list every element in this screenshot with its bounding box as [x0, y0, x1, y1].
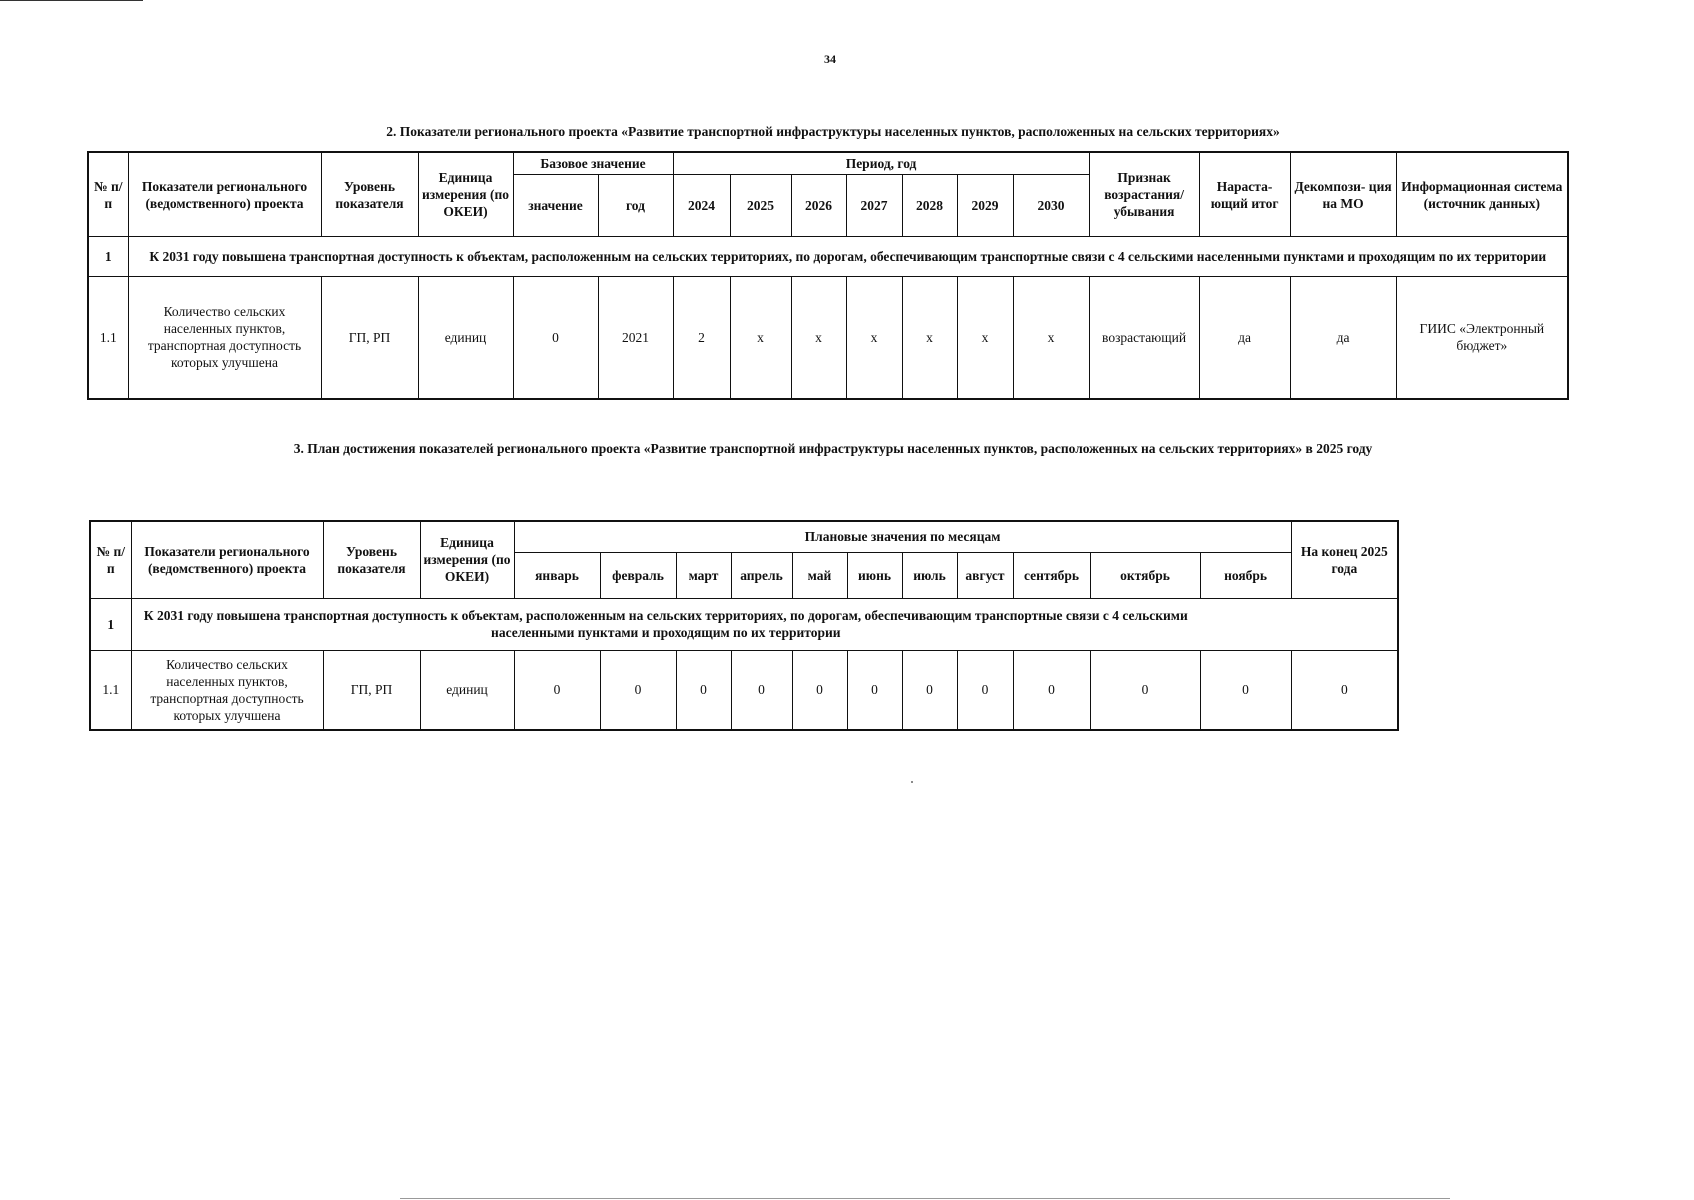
row-decomposition: да	[1290, 277, 1396, 399]
header-month: январь	[514, 552, 600, 598]
row-month-value: 0	[731, 650, 792, 730]
header-year: 2030	[1013, 175, 1089, 237]
row-unit: единиц	[420, 650, 514, 730]
header-year: 2029	[957, 175, 1013, 237]
row-year-value: х	[1013, 277, 1089, 399]
monthly-plan-table	[89, 520, 1399, 731]
page-number: 34	[824, 52, 836, 66]
goal-text: К 2031 году повышена транспортная доступность к объектам, расположенным на сельских территориях, по дорогам, обеспечивающим транспортные связи с 4 сельскими населенными пунктами и проходящим по их территории	[131, 598, 1398, 650]
header-year: 2025	[730, 175, 791, 237]
header-base-value: значение	[513, 175, 598, 237]
row-info-system: ГИИС «Электронный бюджет»	[1396, 277, 1568, 399]
row-base-value: 0	[513, 277, 598, 399]
row-year-value: 2	[673, 277, 730, 399]
header-month: июнь	[847, 552, 902, 598]
row-month-value: 0	[957, 650, 1013, 730]
header-month: июль	[902, 552, 957, 598]
header-month: апрель	[731, 552, 792, 598]
row-month-value: 0	[676, 650, 731, 730]
row-year-end: 0	[1291, 650, 1398, 730]
row-level: ГП, РП	[321, 277, 418, 399]
header-level: Уровень показателя	[323, 521, 420, 598]
row-year-value: х	[957, 277, 1013, 399]
header-indicator: Показатели регионального (ведомственного) проекта	[128, 152, 321, 237]
row-base-year: 2021	[598, 277, 673, 399]
indicators-table	[87, 151, 1569, 400]
header-year: 2027	[846, 175, 902, 237]
section-2-title: 2. Показатели регионального проекта «Развитие транспортной инфраструктуры населенных пунктов, расположенных на сельских территориях»	[386, 124, 1280, 139]
header-unit: Единица измерения (по ОКЕИ)	[418, 152, 513, 237]
header-indicator: Показатели регионального (ведомственного) проекта	[131, 521, 323, 598]
scan-edge-top	[0, 0, 143, 1]
header-cumulative: Нараста- ющий итог	[1199, 152, 1290, 237]
header-num: № п/п	[90, 521, 131, 598]
header-level: Уровень показателя	[321, 152, 418, 237]
row-month-value: 0	[1013, 650, 1090, 730]
header-month: август	[957, 552, 1013, 598]
header-decomposition: Декомпози- ция на МО	[1290, 152, 1396, 237]
header-base: Базовое значение	[513, 152, 673, 175]
row-trend: возрастающий	[1089, 277, 1199, 399]
row-year-value: х	[902, 277, 957, 399]
scan-edge-bottom	[400, 1198, 1450, 1199]
header-month: сентябрь	[1013, 552, 1090, 598]
header-year-end: На конец 2025 года	[1291, 521, 1398, 598]
row-num: 1.1	[90, 650, 131, 730]
row-year-value: х	[730, 277, 791, 399]
row-level: ГП, РП	[323, 650, 420, 730]
row-num: 1.1	[88, 277, 128, 399]
header-month: февраль	[600, 552, 676, 598]
row-cumulative: да	[1199, 277, 1290, 399]
row-month-value: 0	[600, 650, 676, 730]
goal-text: К 2031 году повышена транспортная доступность к объектам, расположенным на сельских территориях, по дорогам, обеспечивающим транспортные связи с 4 сельскими населенными пунктами и проходящим по их территории	[128, 237, 1568, 277]
row-month-value: 0	[792, 650, 847, 730]
row-month-value: 0	[847, 650, 902, 730]
row-indicator: Количество сельских населенных пунктов, транспортная доступность которых улучшена	[128, 277, 321, 399]
header-info-system: Информационная система (источник данных)	[1396, 152, 1568, 237]
header-unit: Единица измерения (по ОКЕИ)	[420, 521, 514, 598]
scan-speck	[911, 781, 913, 783]
header-year: 2024	[673, 175, 730, 237]
goal-num: 1	[90, 598, 131, 650]
row-month-value: 0	[902, 650, 957, 730]
row-indicator: Количество сельских населенных пунктов, транспортная доступность которых улучшена	[131, 650, 323, 730]
row-month-value: 0	[1090, 650, 1200, 730]
row-year-value: х	[846, 277, 902, 399]
header-period: Период, год	[673, 152, 1089, 175]
header-month: март	[676, 552, 731, 598]
header-year: 2028	[902, 175, 957, 237]
row-unit: единиц	[418, 277, 513, 399]
goal-num: 1	[88, 237, 128, 277]
row-year-value: х	[791, 277, 846, 399]
header-trend: Признак возрастания/ убывания	[1089, 152, 1199, 237]
header-year: 2026	[791, 175, 846, 237]
header-month: май	[792, 552, 847, 598]
header-num: № п/п	[88, 152, 128, 237]
header-base-year: год	[598, 175, 673, 237]
section-3-title: 3. План достижения показателей регионального проекта «Развитие транспортной инфраструктуры населенных пунктов, расположенных на сельских территориях» в 2025 году	[293, 441, 1373, 456]
header-month: октябрь	[1090, 552, 1200, 598]
header-month: ноябрь	[1200, 552, 1291, 598]
header-monthly: Плановые значения по месяцам	[514, 521, 1291, 552]
row-month-value: 0	[1200, 650, 1291, 730]
row-month-value: 0	[514, 650, 600, 730]
